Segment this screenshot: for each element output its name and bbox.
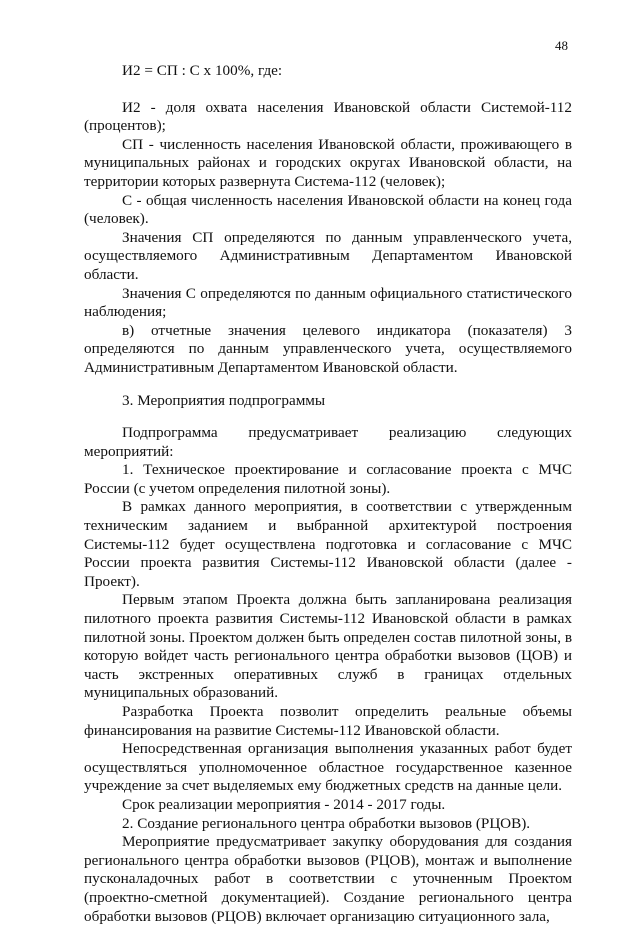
paragraph-item-1-organization: Непосредственная организация выполнения указанных работ будет осуществляться уполномоченное областное государственное казенное учреждение за счет выделяемых ему бюджетных средств на данные цели. [84,740,572,795]
paragraph-c-definition: С - общая численность населения Ивановской области на конец года (человек). [84,191,572,228]
paragraph-item-1-financing: Разработка Проекта позволит определить реальные объемы финансирования на развитие Системы-112 Ивановской области. [84,703,572,739]
paragraph-indicator-3: в) отчетные значения целевого индикатора (показателя) 3 определяются по данным управленческого учета, осуществляемого Административным Департаментом Ивановской области. [84,321,572,376]
page-number: 48 [555,38,568,53]
paragraph-item-1: 1. Техническое проектирование и согласование проекта с МЧС России (с учетом определения пилотной зоны). [84,461,572,497]
paragraph-item-2-description: Мероприятие предусматривает закупку оборудования для создания регионального центра обработки вызовов (РЦОВ), монтаж и выполнение пусконаладочных работ в соответствии с уточненным Проектом (проектно-сметной документацией). Создание регионального центра обработки вызовов (РЦОВ) включает организацию ситуационного зала, [84,833,572,925]
paragraph-c-source: Значения С определяются по данным официального статистического наблюдения; [84,284,572,321]
document-body [84,62,572,926]
paragraph-item-2: 2. Создание регионального центра обработки вызовов (РЦОВ). [122,814,531,832]
paragraph-sp-source: Значения СП определяются по данным управленческого учета, осуществляемого Административным Департаментом Ивановской области. [84,228,572,283]
paragraph-i2-definition: И2 - доля охвата населения Ивановской области Системой-112 (процентов); [84,98,572,135]
formula-line: И2 = СП : С x 100%, где: [122,62,283,79]
paragraph-item-1-term: Срок реализации мероприятия - 2014 - 2017 годы. [122,795,446,813]
paragraph-item-1-scope: В рамках данного мероприятия, в соответствии с утвержденным техническим заданием и выбранной архитектурой построения Системы-112 будет осуществлена подготовка и согласование с МЧС России проекта развития Системы-112 Ивановской области (далее - Проект). [84,498,572,590]
paragraph-intro: Подпрограмма предусматривает реализацию следующих мероприятий: [84,424,572,460]
paragraph-item-1-pilot: Первым этапом Проекта должна быть запланирована реализация пилотного проекта развития Системы-112 Ивановской области в рамках пилотной зоны. Проектом должен быть определен состав пилотной зоны, в которую войдет часть регионального центра обработки вызовов (ЦОВ) и часть экстренных оперативных служб в границах отдельных муниципальных образований. [84,591,572,702]
section-heading: 3. Мероприятия подпрограммы [122,391,326,409]
paragraph-sp-definition: СП - численность населения Ивановской области, проживающего в муниципальных районах и городских округах Ивановской области, на территории которых развернута Система-112 (человек); [84,135,572,190]
